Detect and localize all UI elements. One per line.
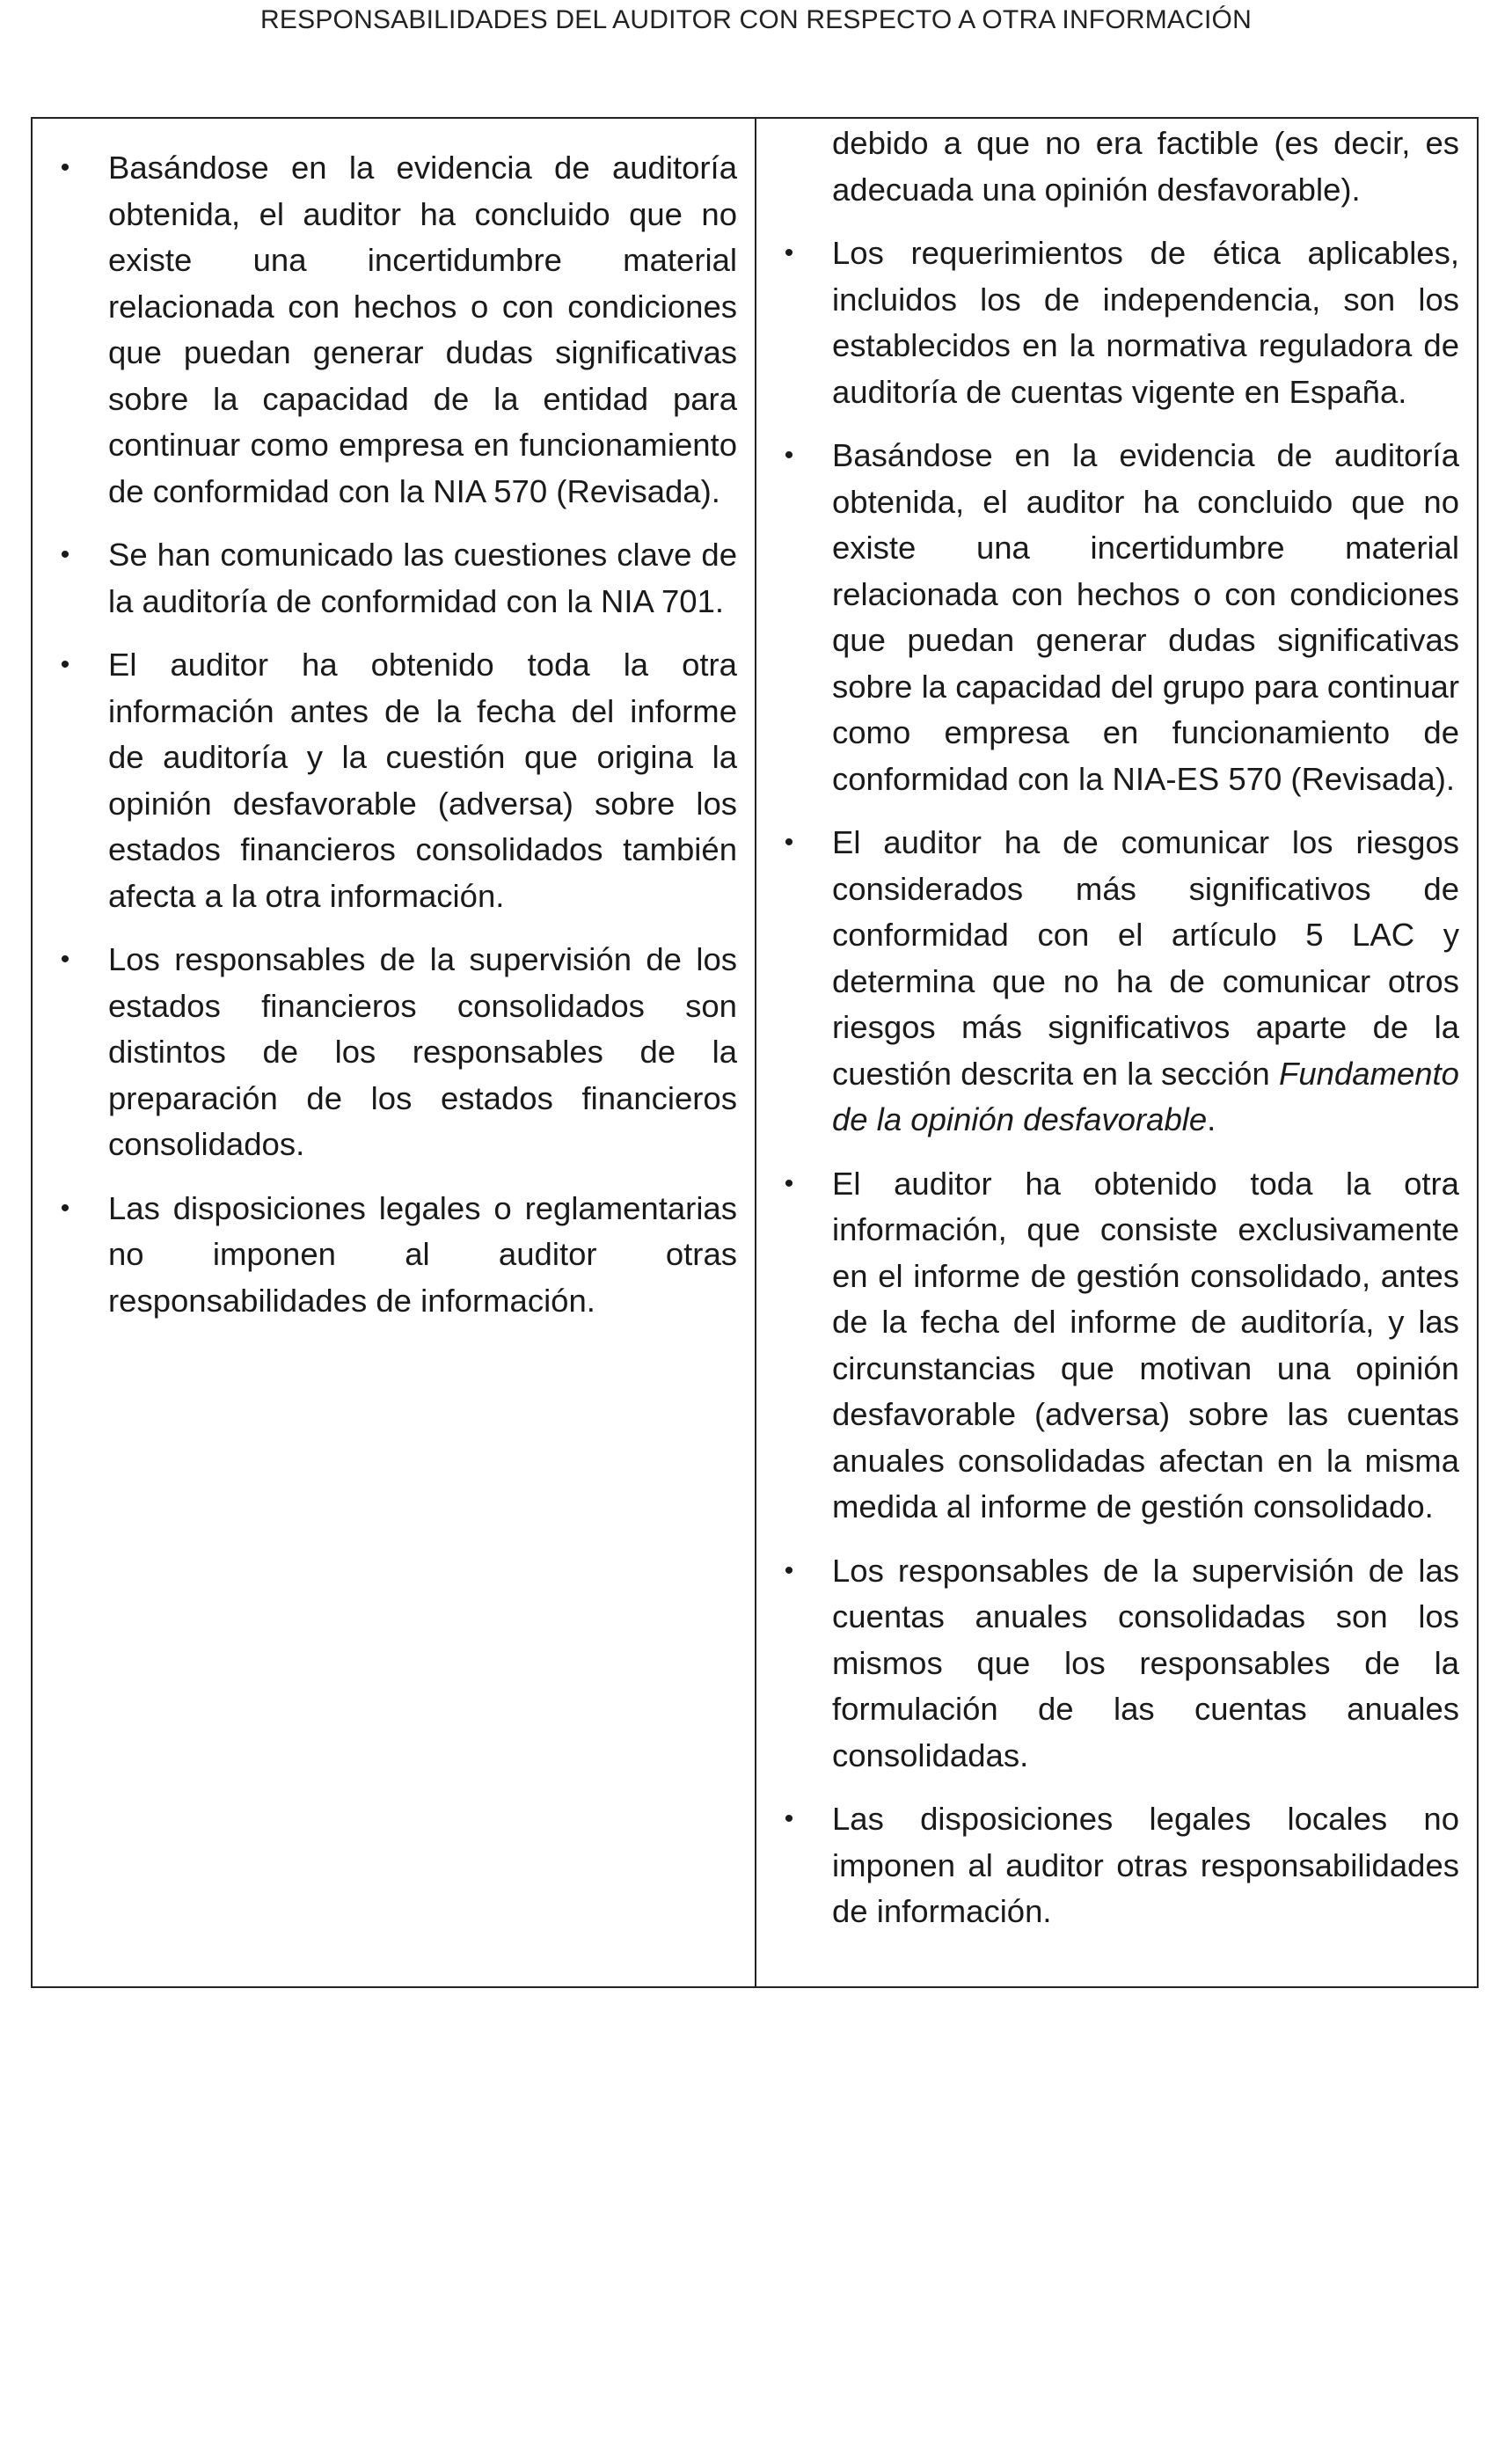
list-item <box>33 145 737 515</box>
list-item-text: Los responsables de la supervisión de los estados financieros consolidados son distintos de los responsables de la preparación de los estados financieros consolidados. <box>108 941 737 1162</box>
list-item-text: Basándose en la evidencia de auditoría obtenida, el auditor ha concluido que no existe una incertidumbre material relacionada con hechos o con condiciones que puedan generar dudas significativas sobre la capacidad del grupo para continuar como empresa en funcionamiento de conformidad con la NIA-ES 570 (Revisada). <box>832 437 1459 797</box>
list-item <box>756 433 1459 802</box>
list-item-text: El auditor ha de comunicar los riesgos considerados más significativos de conformidad con el artículo 5 LAC y determina que no ha de comunicar otros riesgos más significativos aparte de la cuestión descrita en la sección <box>832 824 1459 1092</box>
page-header-title: RESPONSABILIDADES DEL AUDITOR CON RESPECTO A OTRA INFORMACIÓN <box>260 5 1252 34</box>
bullet-icon: • <box>784 828 794 857</box>
list-item <box>756 230 1459 415</box>
right-column <box>756 119 1477 1986</box>
list-item-text: Los responsables de la supervisión de las cuentas anuales consolidadas son los mismos que los responsables de la formulación de las cuentas anuales consolidadas. <box>832 1552 1459 1773</box>
left-bullet-list <box>33 145 737 1324</box>
bullet-icon: • <box>784 1168 794 1198</box>
list-item <box>756 1548 1459 1780</box>
bullet-icon: • <box>60 153 70 182</box>
bullet-icon: • <box>60 945 70 974</box>
list-item-text-end: . <box>1207 1101 1216 1137</box>
list-item <box>756 820 1459 1144</box>
list-item <box>756 1796 1459 1935</box>
bullet-icon: • <box>60 1193 70 1223</box>
list-item <box>33 1186 737 1325</box>
left-column <box>33 119 756 1986</box>
list-item <box>756 1161 1459 1531</box>
list-item-text: Los requerimientos de ética aplicables, incluidos los de independencia, son los establecidos en la normativa reguladora de auditoría de cuentas vigente en España. <box>832 235 1459 410</box>
list-item-text: El auditor ha obtenido toda la otra información, que consiste exclusivamente en el informe de gestión consolidado, antes de la fecha del informe de auditoría, y las circunstancias que motivan una opinión desfavorable (adversa) sobre las cuentas anuales consolidadas afectan en la misma medida al informe de gestión consolidado. <box>832 1165 1459 1524</box>
list-item-text: Las disposiciones legales o reglamentarias no imponen al auditor otras responsabilidades de información. <box>108 1189 737 1319</box>
bullet-icon: • <box>784 1804 794 1833</box>
bullet-icon: • <box>60 650 70 679</box>
list-item <box>33 642 737 919</box>
list-item <box>33 532 737 625</box>
list-item-text: El auditor ha obtenido toda la otra información antes de la fecha del informe de auditoría y la cuestión que origina la opinión desfavorable (adversa) sobre los estados financieros consolidados también afecta a la otra información. <box>108 647 737 914</box>
list-item-text: Basándose en la evidencia de auditoría obtenida, el auditor ha concluido que no existe una incertidumbre material relacionada con hechos o con condiciones que puedan generar dudas significativas sobre la capacidad de la entidad para continuar como empresa en funcionamiento de conformidad con la NIA 570 (Revisada). <box>108 150 737 509</box>
bullet-icon: • <box>784 238 794 267</box>
list-item-text: Se han comunicado las cuestiones clave de la auditoría de conformidad con la NIA 701. <box>108 537 737 619</box>
right-bullet-list <box>756 230 1459 1935</box>
bullet-icon: • <box>784 441 794 470</box>
bullet-icon: • <box>784 1555 794 1585</box>
section-reference-italic: Fundamento de la opinión desfavorable <box>832 1055 1459 1137</box>
list-item <box>33 937 737 1168</box>
list-item-text: Las disposiciones legales locales no imponen al auditor otras responsabilidades de información. <box>832 1801 1459 1929</box>
bullet-icon: • <box>60 540 70 569</box>
continuation-text: debido a que no era factible (es decir, es adecuada una opinión desfavorable). <box>832 125 1459 208</box>
comparison-table <box>31 117 1479 1988</box>
